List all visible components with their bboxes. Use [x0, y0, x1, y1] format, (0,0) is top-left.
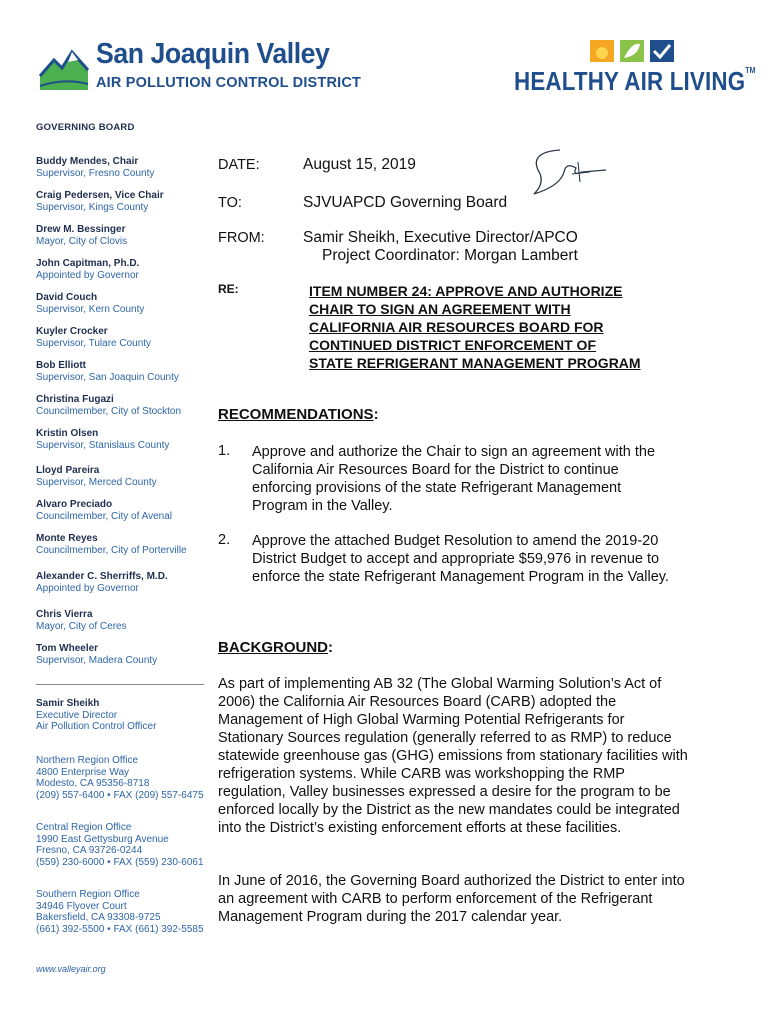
member-name: Craig Pedersen, Vice Chair [36, 190, 164, 201]
member-role: Appointed by Governor [36, 270, 139, 281]
memo-date: August 15, 2019 [303, 156, 416, 173]
board-member [36, 533, 187, 557]
item-number: 1. [218, 443, 231, 459]
board-member [36, 499, 172, 523]
member-name: Chris Vierra [36, 609, 93, 620]
sidebar-divider [36, 684, 204, 685]
heading-text: RECOMMENDATIONS [218, 406, 374, 423]
website-link[interactable]: www.valleyair.org [36, 964, 106, 974]
member-name: Drew M. Bessinger [36, 224, 126, 235]
district-logo [38, 38, 362, 98]
subject-line: CONTINUED DISTRICT ENFORCEMENT OF [309, 337, 596, 353]
board-member [36, 394, 181, 418]
member-role: Councilmember, City of Avenal [36, 511, 172, 522]
member-name: Alexander C. Sherriffs, M.D. [36, 571, 168, 582]
trademark: TM [745, 66, 756, 75]
member-name: Lloyd Pareira [36, 465, 100, 476]
subject-line: CHAIR TO SIGN AN AGREEMENT WITH [309, 301, 571, 317]
memo-from: Samir Sheikh, Executive Director/APCO [303, 229, 578, 246]
heading-colon: : [328, 639, 333, 656]
mountain-logo-icon [38, 40, 90, 92]
office-city: Bakersfield, CA 93308-9725 [36, 912, 161, 923]
member-name: Alvaro Preciado [36, 499, 113, 510]
signature-icon [520, 142, 610, 202]
subject-line: CALIFORNIA AIR RESOURCES BOARD FOR [309, 319, 604, 335]
member-role: Mayor, City of Ceres [36, 621, 127, 632]
member-name: Kuyler Crocker [36, 326, 108, 337]
office-phone: (559) 230-6000 • FAX (559) 230-6061 [36, 856, 204, 868]
office-city: Modesto, CA 95356-8718 [36, 778, 150, 789]
recommendations-heading [218, 406, 379, 423]
member-role: Supervisor, Tulare County [36, 338, 152, 349]
member-name: Christina Fugazi [36, 394, 114, 405]
re-label: RE: [218, 282, 239, 296]
member-role: Supervisor, San Joaquin County [36, 372, 179, 383]
campaign-text: HEALTHY AIR LIVING [514, 66, 746, 96]
executive-officer [36, 698, 156, 733]
member-role: Supervisor, Fresno County [36, 168, 155, 179]
member-role: Councilmember, City of Porterville [36, 545, 187, 556]
heading-colon: : [373, 406, 379, 423]
office-phone: (661) 392-5500 • FAX (661) 392-5585 [36, 923, 204, 935]
member-role: Mayor, City of Clovis [36, 236, 128, 247]
member-role: Councilmember, City of Stockton [36, 406, 182, 417]
board-member [36, 190, 164, 214]
date-label: DATE: [218, 157, 260, 173]
office-phone: (209) 557-6400 • FAX (209) 557-6475 [36, 789, 204, 801]
office-name: Northern Region Office [36, 755, 139, 766]
board-member [36, 571, 168, 595]
board-member [36, 156, 154, 180]
memo-to: SJVUAPCD Governing Board [303, 194, 508, 211]
member-name: Monte Reyes [36, 533, 98, 544]
district-subtitle: AIR POLLUTION CONTROL DISTRICT [96, 75, 362, 91]
board-member [36, 428, 169, 452]
governing-board-title: GOVERNING BOARD [36, 122, 135, 133]
board-member [36, 326, 151, 350]
member-name: Buddy Mendes, Chair [36, 156, 139, 167]
member-name: John Capitman, Ph.D. [36, 258, 140, 269]
subject-line: STATE REFRIGERANT MANAGEMENT PROGRAM [309, 355, 641, 371]
office-city: Fresno, CA 93726-0244 [36, 845, 143, 856]
background-heading [218, 639, 333, 656]
member-role: Appointed by Governor [36, 583, 139, 594]
member-name: Kristin Olsen [36, 428, 99, 439]
memo-subject [309, 282, 641, 372]
to-label: TO: [218, 195, 242, 211]
officer-title: Air Pollution Control Officer [36, 721, 157, 732]
member-role: Supervisor, Madera County [36, 655, 158, 666]
member-name: Tom Wheeler [36, 643, 99, 654]
board-member [36, 360, 179, 384]
member-name: Bob Elliott [36, 360, 86, 371]
office-street: 34946 Flyover Court [36, 900, 127, 912]
member-role: Supervisor, Kern County [36, 304, 145, 315]
office-name: Central Region Office [36, 822, 132, 833]
office-street: 4800 Enterprise Way [36, 766, 130, 778]
board-member [36, 224, 127, 248]
board-member [36, 465, 157, 489]
member-role: Supervisor, Stanislaus County [36, 440, 170, 451]
district-name: San Joaquin Valley [96, 38, 330, 70]
member-name: David Couch [36, 292, 98, 303]
sun-leaf-check-icon [582, 38, 682, 64]
project-coordinator: Project Coordinator: Morgan Lambert [322, 247, 578, 264]
recommendation-item: Approve the attached Budget Resolution to amend the 2019-20 District Budget to accept and appropriate $59,976 in revenue to enforce the state Refrigerant Management Program in the Valley. [252, 533, 669, 585]
subject-line: ITEM NUMBER 24: APPROVE AND AUTHORIZE [309, 283, 623, 299]
officer-title: Executive Director [36, 709, 118, 721]
campaign-name [514, 66, 756, 97]
officer-name: Samir Sheikh [36, 698, 100, 709]
board-member [36, 258, 139, 282]
recommendation-item: Approve and authorize the Chair to sign an agreement with the California Air Resources Board for the District to continue enforcing provisions of the state Refrigerant Management Program in the Valley. [252, 444, 656, 514]
office-address [36, 889, 204, 935]
background-paragraph: As part of implementing AB 32 (The Global Warming Solution’s Act of 2006) the California Air Resources Board (CARB) adopted the Management of High Global Warming Potential Refrigerants for Stationary Sources regulation (generally referred to as RMP) to reduce statewide greenhouse gas (GHG) emissions from stationary facilities with refrigeration systems. While CARB was workshopping the RMP regulation, Valley businesses expressed a desire for the program to be enforced locally by the District as the new mandates could be integrated into the District’s existing enforcement efforts at these facilities. [218, 676, 688, 836]
from-label: FROM: [218, 230, 265, 246]
board-member [36, 609, 127, 633]
healthy-air-living-logo [514, 38, 756, 98]
board-member [36, 292, 144, 316]
member-role: Supervisor, Merced County [36, 477, 157, 488]
item-number: 2. [218, 532, 231, 548]
member-role: Supervisor, Kings County [36, 202, 149, 213]
office-address [36, 822, 204, 868]
office-address [36, 755, 204, 801]
background-paragraph: In June of 2016, the Governing Board authorized the District to enter into an agreement with CARB to perform enforcement of the Refrigerant Management Program during the 2017 calendar year. [218, 873, 685, 925]
office-name: Southern Region Office [36, 889, 140, 900]
heading-text: BACKGROUND [218, 639, 328, 656]
office-street: 1990 East Gettysburg Avenue [36, 833, 169, 845]
board-member [36, 643, 157, 667]
